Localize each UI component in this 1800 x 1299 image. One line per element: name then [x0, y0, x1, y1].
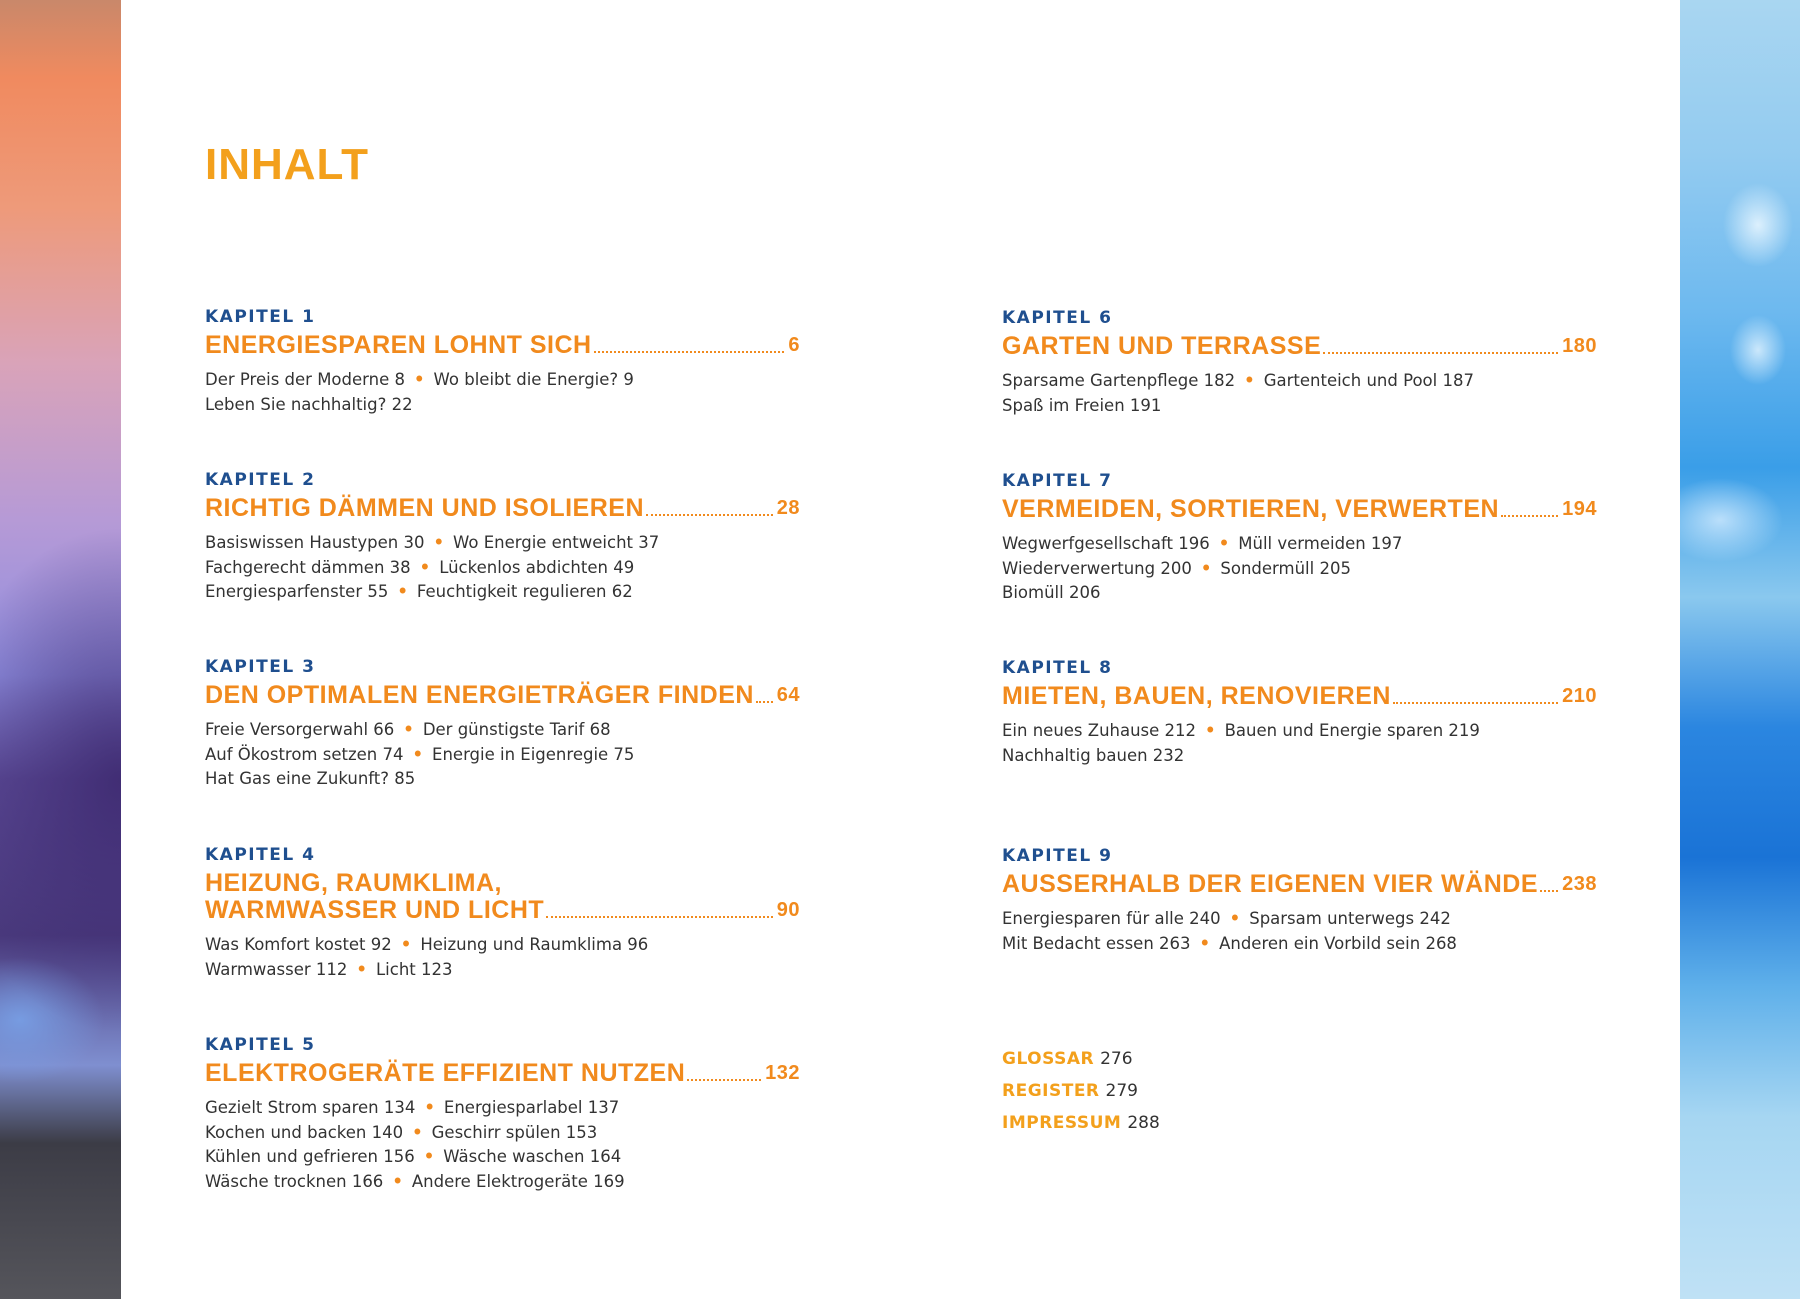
leader-dots — [646, 514, 773, 516]
chapter-number: KAPITEL 4 — [205, 845, 316, 865]
section-line — [1002, 557, 1597, 582]
chapter-title: GARTEN UND TERRASSE — [1002, 332, 1322, 360]
chapter-sections — [205, 933, 800, 982]
section-entry: Freie Versorgerwahl 66 — [205, 720, 395, 739]
appendix-glossar[interactable] — [1002, 1043, 1160, 1075]
chapter-title: DEN OPTIMALEN ENERGIETRÄGER FINDEN — [205, 681, 754, 709]
chapter-number: KAPITEL 3 — [205, 657, 316, 677]
chapter-title: ENERGIESPAREN LOHNT SICH — [205, 331, 592, 359]
chapter-page: 90 — [776, 899, 800, 921]
leader-dots — [756, 701, 773, 703]
section-entry: Ein neues Zuhause 212 — [1002, 721, 1197, 740]
appendix-label: GLOSSAR — [1002, 1049, 1095, 1069]
chapter-heading[interactable] — [1002, 683, 1597, 710]
section-line — [205, 718, 800, 743]
section-entry: Basiswissen Haustypen 30 — [205, 533, 425, 552]
section-line — [205, 580, 800, 605]
section-entry: Wäsche trocknen 166 — [205, 1171, 384, 1191]
section-entry: Lückenlos abdichten 49 — [439, 557, 635, 577]
chapter-page: 28 — [776, 497, 800, 519]
leader-dots — [546, 916, 773, 918]
appendix-label: IMPRESSUM — [1002, 1113, 1122, 1133]
bullet-icon: • — [423, 1147, 435, 1166]
chapter-number: KAPITEL 7 — [1002, 471, 1113, 491]
appendix-list — [1002, 1043, 1160, 1139]
section-entry: Anderen ein Vorbild sein 268 — [1219, 933, 1457, 953]
bullet-icon: • — [414, 370, 425, 389]
section-entry: Energiesparen für alle 240 — [1002, 909, 1221, 928]
chapter-page: 210 — [1562, 685, 1597, 707]
section-line — [1002, 532, 1597, 557]
bullet-icon: • — [1199, 933, 1211, 953]
chapter-page: 194 — [1562, 498, 1597, 520]
section-line — [1002, 581, 1597, 606]
chapter-sections — [1002, 907, 1597, 956]
section-line — [1002, 907, 1597, 932]
section-entry: Hat Gas eine Zukunft? 85 — [205, 769, 416, 788]
bullet-icon: • — [1244, 371, 1255, 390]
chapter-heading[interactable] — [205, 682, 800, 709]
section-entry: Sparsam unterwegs 242 — [1249, 909, 1451, 928]
section-entry: Energiesparlabel 137 — [443, 1098, 620, 1117]
section-line — [1002, 932, 1597, 957]
section-line — [205, 1145, 800, 1170]
chapter-sections — [205, 718, 800, 792]
chapter-8 — [1002, 657, 1597, 768]
section-entry: Energie in Eigenregie 75 — [432, 744, 635, 764]
bullet-icon: • — [403, 720, 414, 739]
section-entry: Gartenteich und Pool 187 — [1263, 371, 1474, 390]
chapter-sections — [1002, 719, 1597, 768]
chapter-heading[interactable] — [205, 495, 800, 522]
chapter-page: 64 — [776, 684, 800, 706]
section-entry: Spaß im Freien 191 — [1002, 395, 1162, 415]
chapter-title: HEIZUNG, RAUMKLIMA, WARMWASSER UND LICHT — [205, 869, 545, 924]
chapter-5 — [205, 1034, 800, 1194]
appendix-page: 279 — [1105, 1081, 1138, 1101]
appendix-page: 276 — [1100, 1049, 1133, 1069]
chapter-page: 6 — [788, 334, 800, 356]
bullet-icon: • — [412, 744, 424, 764]
chapter-3 — [205, 656, 800, 792]
section-entry: Wo Energie entweicht 37 — [453, 533, 660, 552]
leader-dots — [1393, 702, 1558, 704]
section-entry: Wäsche waschen 164 — [443, 1147, 622, 1166]
section-line — [1002, 369, 1597, 394]
chapter-heading[interactable] — [205, 332, 800, 359]
chapter-sections — [205, 368, 800, 417]
bullet-icon: • — [1218, 534, 1230, 553]
section-line — [1002, 744, 1597, 769]
section-line — [1002, 719, 1597, 744]
bullet-icon: • — [397, 582, 408, 601]
section-entry: Licht 123 — [375, 959, 453, 979]
bullet-icon: • — [424, 1098, 435, 1117]
bullet-icon: • — [433, 533, 445, 552]
section-entry: Kochen und backen 140 — [205, 1122, 404, 1142]
section-entry: Der Preis der Moderne 8 — [205, 370, 405, 389]
chapter-heading[interactable] — [1002, 333, 1597, 360]
appendix-register[interactable] — [1002, 1075, 1160, 1107]
section-line — [205, 368, 800, 393]
bullet-icon: • — [1200, 558, 1212, 578]
section-entry: Mit Bedacht essen 263 — [1002, 933, 1191, 953]
section-entry: Fachgerecht dämmen 38 — [205, 557, 411, 577]
section-line — [205, 393, 800, 418]
chapter-page: 180 — [1562, 335, 1597, 357]
section-entry: Sparsame Gartenpflege 182 — [1002, 371, 1236, 390]
appendix-impressum[interactable] — [1002, 1107, 1160, 1139]
leader-dots — [1501, 515, 1558, 517]
chapter-number: KAPITEL 1 — [205, 307, 316, 327]
chapter-sections — [205, 531, 800, 605]
leader-dots — [1323, 352, 1558, 354]
chapter-sections — [1002, 532, 1597, 606]
section-line — [205, 1096, 800, 1121]
section-entry: Wiederverwertung 200 — [1002, 558, 1192, 578]
leader-dots — [687, 1079, 761, 1081]
section-entry: Wegwerfgesellschaft 196 — [1002, 534, 1210, 553]
chapter-number: KAPITEL 2 — [205, 470, 316, 490]
section-entry: Der günstigste Tarif 68 — [422, 720, 611, 739]
chapter-9 — [1002, 845, 1597, 956]
section-entry: Nachhaltig bauen 232 — [1002, 745, 1185, 765]
appendix-label: REGISTER — [1002, 1081, 1100, 1101]
section-line — [205, 1121, 800, 1146]
leader-dots — [594, 351, 785, 353]
chapter-2 — [205, 469, 800, 605]
chapter-heading[interactable] — [205, 1060, 800, 1087]
section-entry: Andere Elektrogeräte 169 — [411, 1171, 625, 1191]
chapter-number: KAPITEL 8 — [1002, 658, 1113, 678]
section-entry: Wo bleibt die Energie? 9 — [433, 370, 634, 389]
bullet-icon: • — [1205, 721, 1216, 740]
chapter-number: KAPITEL 9 — [1002, 846, 1113, 866]
chapter-heading[interactable] — [1002, 871, 1597, 898]
chapter-page: 132 — [765, 1062, 800, 1084]
section-entry: Kühlen und gefrieren 156 — [205, 1147, 415, 1166]
section-entry: Warmwasser 112 — [205, 959, 348, 979]
section-entry: Gezielt Strom sparen 134 — [205, 1098, 416, 1117]
section-line — [205, 767, 800, 792]
chapter-6 — [1002, 307, 1597, 418]
section-entry: Biomüll 206 — [1002, 583, 1101, 602]
leader-dots — [1540, 890, 1558, 892]
section-entry: Leben Sie nachhaltig? 22 — [205, 394, 413, 414]
bullet-icon: • — [1229, 909, 1241, 928]
chapter-number: KAPITEL 5 — [205, 1035, 316, 1055]
chapter-sections — [1002, 369, 1597, 418]
flame-photo-strip — [0, 0, 121, 1299]
section-entry: Heizung und Raumklima 96 — [420, 935, 649, 954]
chapter-sections — [205, 1096, 800, 1194]
bullet-icon: • — [412, 1122, 423, 1142]
section-entry: Was Komfort kostet 92 — [205, 935, 392, 954]
chapter-title: MIETEN, BAUEN, RENOVIEREN — [1002, 682, 1391, 710]
section-line — [1002, 394, 1597, 419]
chapter-number: KAPITEL 6 — [1002, 308, 1113, 328]
section-line — [205, 958, 800, 983]
section-line — [205, 556, 800, 581]
appendix-page: 288 — [1127, 1113, 1160, 1133]
section-entry: Auf Ökostrom setzen 74 — [205, 744, 404, 764]
bullet-icon: • — [419, 557, 431, 577]
section-entry: Bauen und Energie sparen 219 — [1224, 721, 1480, 740]
section-line — [205, 1170, 800, 1195]
section-entry: Energiesparfenster 55 — [205, 582, 389, 601]
chapter-heading[interactable] — [205, 870, 800, 924]
chapter-title: RICHTIG DÄMMEN UND ISOLIEREN — [205, 494, 644, 522]
bullet-icon: • — [392, 1171, 403, 1191]
chapter-title: ELEKTROGERÄTE EFFIZIENT NUTZEN — [205, 1059, 686, 1087]
bullet-icon: • — [356, 959, 367, 979]
section-entry: Sondermüll 205 — [1220, 558, 1351, 578]
chapter-4 — [205, 844, 800, 982]
chapter-title: VERMEIDEN, SORTIEREN, VERWERTEN — [1002, 495, 1500, 523]
page-title: INHALT — [205, 140, 370, 189]
water-photo-strip — [1680, 0, 1800, 1299]
chapter-page: 238 — [1562, 873, 1597, 895]
section-entry: Feuchtigkeit regulieren 62 — [416, 582, 633, 601]
section-line — [205, 933, 800, 958]
chapter-heading[interactable] — [1002, 496, 1597, 523]
section-line — [205, 531, 800, 556]
section-line — [205, 743, 800, 768]
bullet-icon: • — [400, 935, 412, 954]
chapter-7 — [1002, 470, 1597, 606]
chapter-1 — [205, 306, 800, 417]
section-entry: Müll vermeiden 197 — [1238, 534, 1403, 553]
section-entry: Geschirr spülen 153 — [431, 1122, 598, 1142]
chapter-title: AUSSERHALB DER EIGENEN VIER WÄNDE — [1002, 870, 1538, 898]
